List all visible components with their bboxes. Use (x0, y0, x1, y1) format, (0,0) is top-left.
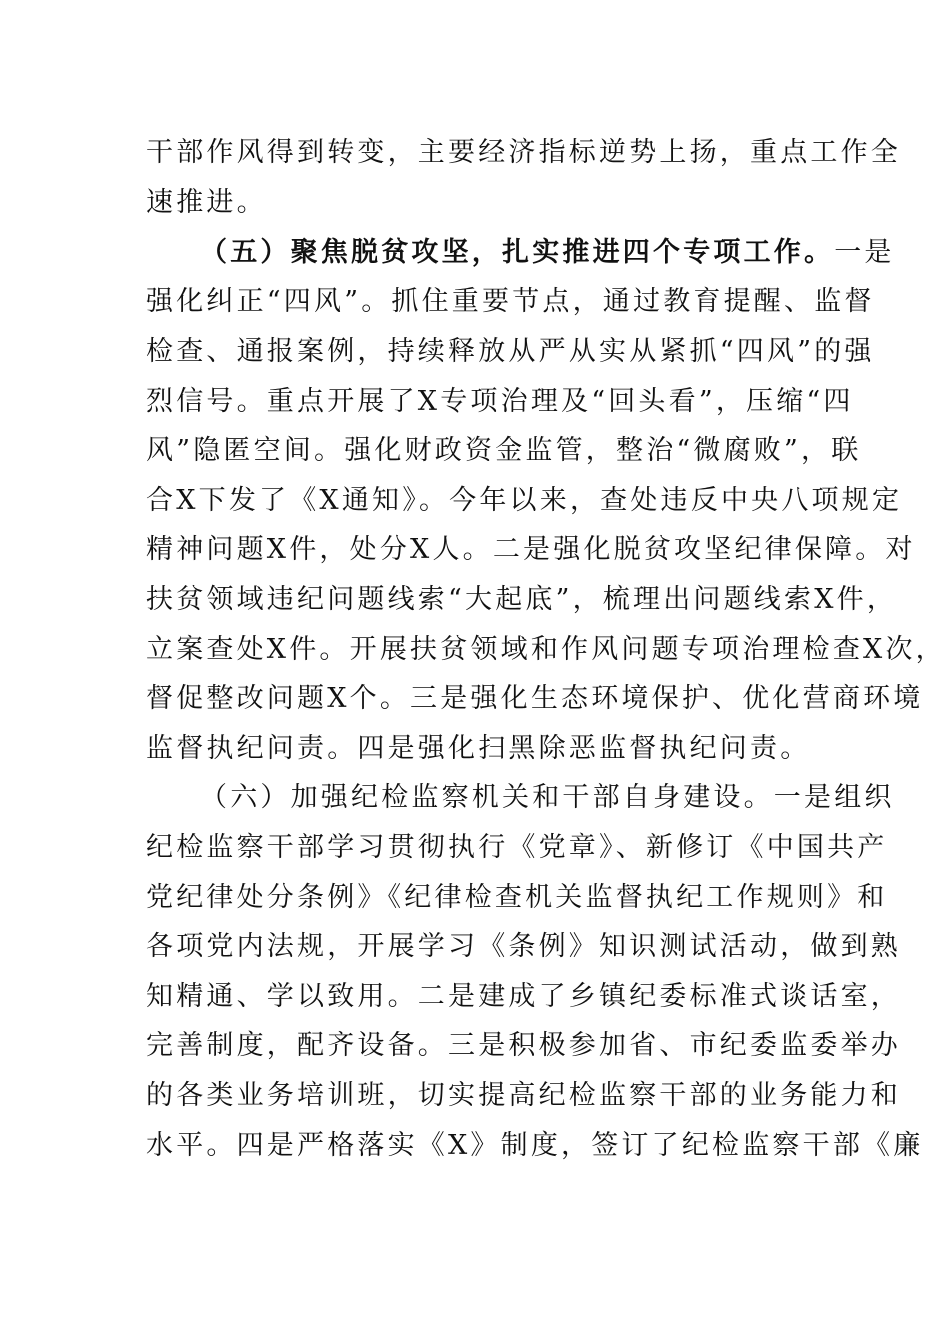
text-line: 党纪律处分条例》《纪律检查机关监督执纪工作规则》和 (146, 882, 888, 913)
text-line: 知精通、学以致用。二是建成了乡镇纪委标准式谈话室， (146, 981, 901, 1012)
section-heading: （五）聚焦脱贫攻坚，扎实推进四个专项工作。 (200, 237, 835, 268)
text-line: 扶贫领域违纪问题线索“大起底”，梳理出问题线索X件， (146, 584, 898, 615)
section-heading-line: （六）加强纪检监察机关和干部自身建设。一是组织 (200, 782, 895, 813)
text-line: 精神问题X件，处分X人。二是强化脱贫攻坚纪律保障。对 (146, 534, 916, 565)
text-run: 一是 (834, 237, 895, 268)
text-line: 各项党内法规，开展学习《条例》知识测试活动，做到熟 (146, 931, 901, 962)
text-line: 烈信号。重点开展了X专项治理及“回头看”，压缩“四 (146, 386, 854, 417)
text-line: 水平。四是严格落实《X》制度，签订了纪检监察干部《廉 (146, 1130, 924, 1161)
text-line: 速推进。 (146, 187, 267, 218)
text-line: 的各类业务培训班，切实提高纪检监察干部的业务能力和 (146, 1080, 901, 1111)
text-line: 合X下发了《X通知》。今年以来，查处违反中央八项规定 (146, 485, 903, 516)
text-line: 督促整改问题X个。三是强化生态环境保护、优化营商环境 (146, 683, 924, 714)
text-line: 风”隐匿空间。强化财政资金监管，整治“微腐败”，联 (146, 435, 862, 466)
text-line: 监督执纪问责。四是强化扫黑除恶监督执纪问责。 (146, 733, 811, 764)
text-line: 立案查处X件。开展扶贫领域和作风问题专项治理检查X次， (146, 634, 946, 665)
section-heading-line (200, 228, 895, 278)
text-line: 干部作风得到转变，主要经济指标逆势上扬，重点工作全 (146, 137, 901, 168)
text-line: 纪检监察干部学习贯彻执行《党章》、新修订《中国共产 (146, 832, 888, 863)
text-line: 完善制度，配齐设备。三是积极参加省、市纪委监委举办 (146, 1030, 901, 1061)
text-line: 强化纠正“四风”。抓住重要节点，通过教育提醒、监督 (146, 286, 875, 317)
text-line: 检查、通报案例，持续释放从严从实从紧抓“四风”的强 (146, 336, 875, 367)
